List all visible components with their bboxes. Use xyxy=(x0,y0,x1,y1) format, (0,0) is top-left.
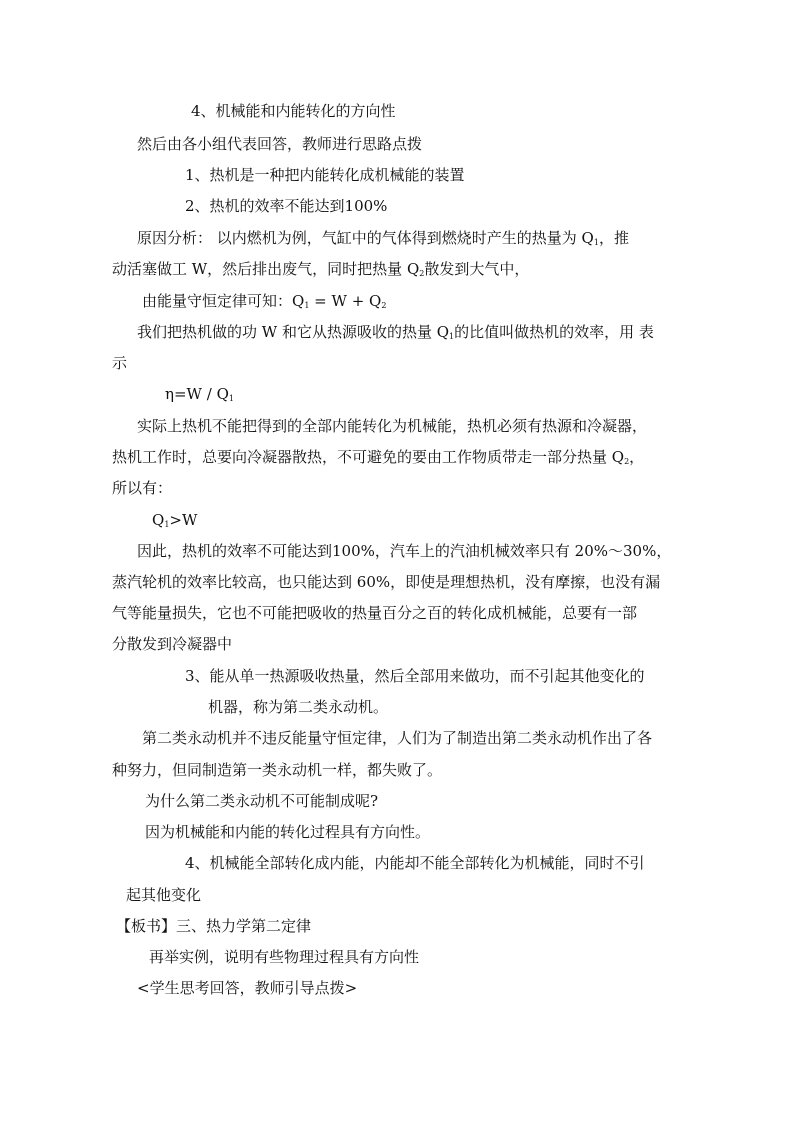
paragraph-line: 原因分析： 以内燃机为例，气缸中的气体得到燃烧时产生的热量为 $Q_1$，推 xyxy=(137,229,629,247)
formula-line: 由能量守恒定律可知：$Q_1 = W + Q_2$ xyxy=(142,292,387,310)
answer-line: 因为机械能和内能的转化过程具有方向性。 xyxy=(145,823,431,841)
list-item-1: 1、热机是一种把内能转化成机械能的装置 xyxy=(185,166,465,184)
section-heading-4: 4、机械能和内能转化的方向性 xyxy=(191,102,396,120)
paragraph-line: <学生思考回答，教师引导点拨> xyxy=(137,979,358,997)
list-item-3: 3、能从单一热源吸收热量，然后全部用来做功，而不引起其他变化的 xyxy=(185,667,645,685)
list-item-3-cont: 机器，称为第二类永动机。 xyxy=(208,698,389,716)
paragraph-line: 再举实例，说明有些物理过程具有方向性 xyxy=(149,948,420,966)
formula-efficiency: $\eta=W / Q_1$ xyxy=(165,385,234,403)
list-item-4-cont: 起其他变化 xyxy=(126,886,202,904)
board-heading: 【板书】三、热力学第二定律 xyxy=(116,917,312,935)
paragraph-line: 示 xyxy=(112,354,128,372)
paragraph-line: 气等能量损失，它也不可能把吸收的热量百分之百的转化成机械能，总要有一部 xyxy=(112,604,638,622)
paragraph-line: 分散发到冷凝器中 xyxy=(112,635,233,653)
formula-inequality: $Q_1>W$ xyxy=(152,511,198,529)
list-item-4: 4、机械能全部转化成内能，内能却不能全部转化为机械能，同时不引 xyxy=(185,854,645,872)
paragraph-line: 所以有： xyxy=(112,479,173,497)
paragraph-line: 种努力，但同制造第一类永动机一样，都失败了。 xyxy=(112,761,443,779)
paragraph-line: 我们把热机做的功 W 和它从热源吸收的热量 $Q_1$的比值叫做热机的效率，用 表 xyxy=(137,323,654,341)
paragraph-line: 动活塞做工 W，然后排出废气，同时把热量 $Q_2$散发到大气中， xyxy=(112,260,530,278)
paragraph-line: 因此，热机的效率不可能达到100%，汽车上的汽油机械效率只有 20%～30%， xyxy=(137,542,672,560)
paragraph-line: 实际上热机不能把得到的全部内能转化为机械能，热机必须有热源和冷凝器， xyxy=(137,417,648,435)
paragraph-line: 然后由各小组代表回答，教师进行思路点拨 xyxy=(137,135,423,153)
paragraph-line: 蒸汽轮机的效率比较高，也只能达到 60%，即使是理想热机，没有摩擦，也没有漏 xyxy=(112,573,661,591)
question-line: 为什么第二类永动机不可能制成呢? xyxy=(145,792,379,810)
paragraph-line: 热机工作时，总要向冷凝器散热，不可避免的要由工作物质带走一部分热量 $Q_2$， xyxy=(112,448,645,466)
list-item-2: 2、热机的效率不能达到100% xyxy=(185,197,388,215)
paragraph-line: 第二类永动机并不违反能量守恒定律，人们为了制造出第二类永动机作出了各 xyxy=(142,729,653,747)
